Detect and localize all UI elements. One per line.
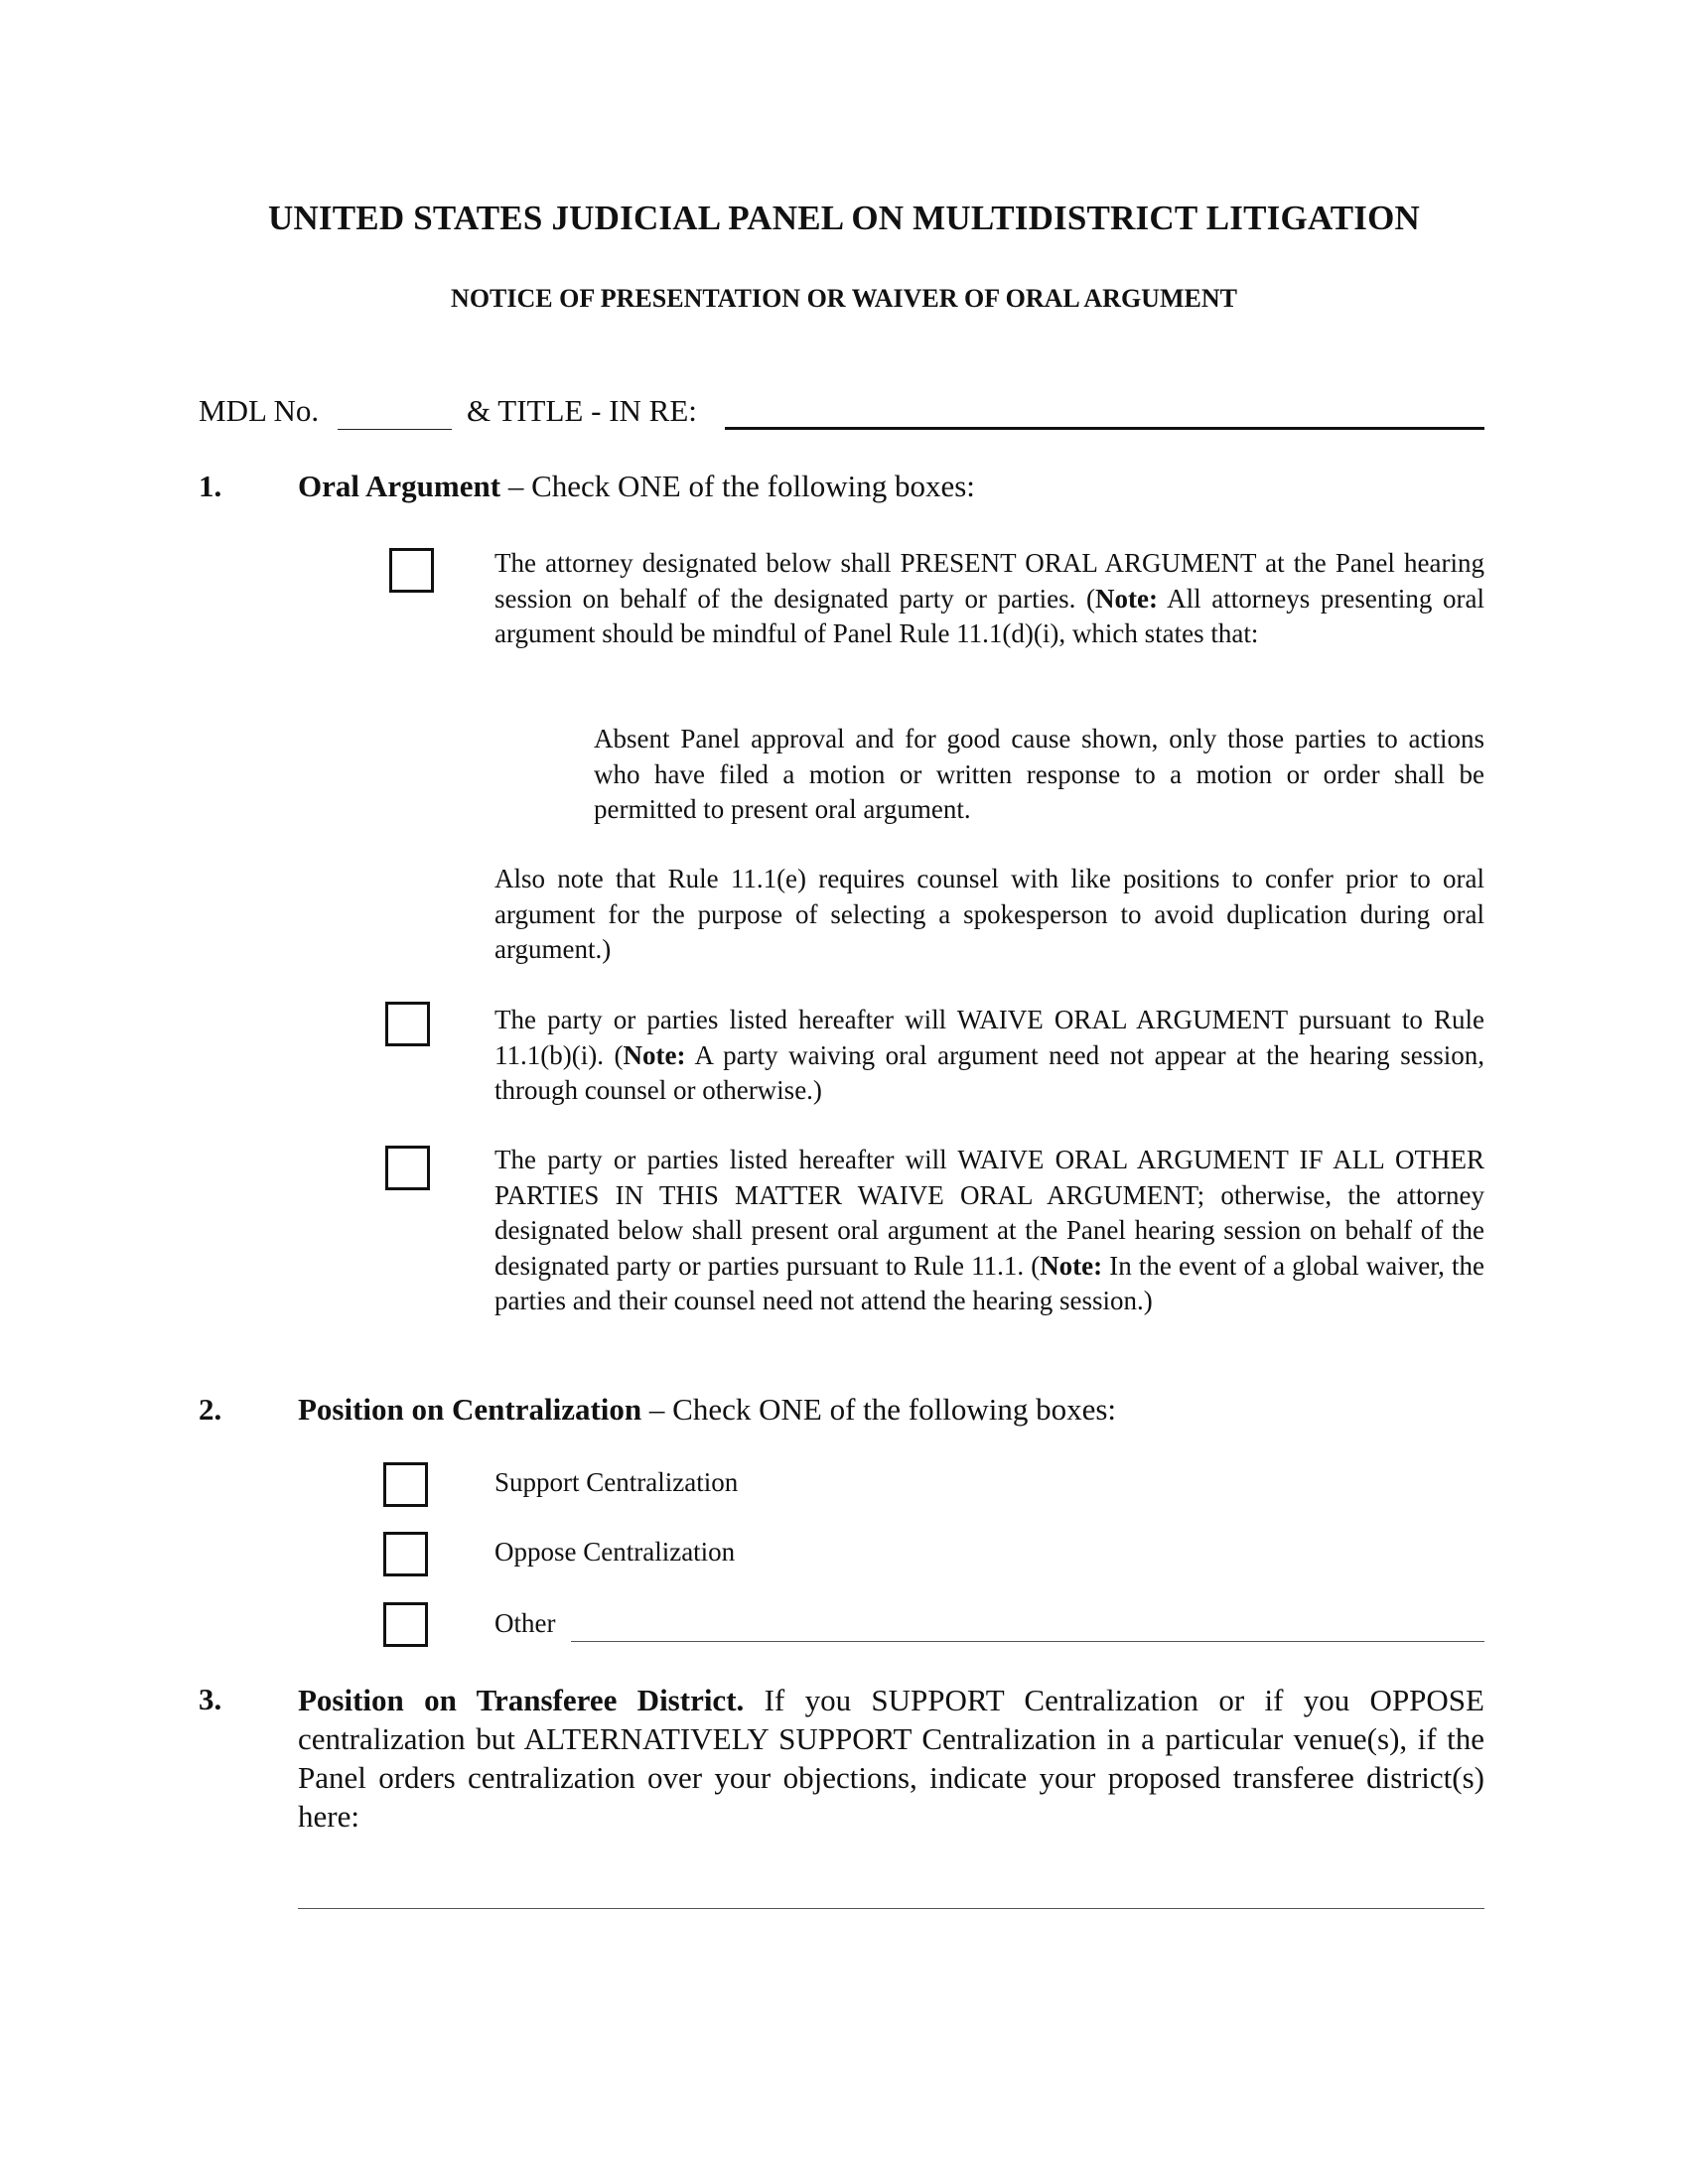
mdl-number-label: MDL No. bbox=[199, 393, 320, 428]
section-2-title: Position on Centralization bbox=[298, 1392, 642, 1427]
other-position-field[interactable] bbox=[571, 1641, 1484, 1642]
section-1-number: 1. bbox=[199, 469, 222, 503]
rule-also-note: Also note that Rule 11.1(e) requires counsel with like positions to confer prior to oral argument for the purpose of selecting a spokesperson to avoid duplication during oral argument.) bbox=[494, 864, 1484, 964]
section-1-heading bbox=[298, 469, 975, 504]
option3-text-b: In the event of a global waiver, the parties and their counsel need not attend the hearing session.) bbox=[494, 1250, 1484, 1315]
conditional-waiver-checkbox[interactable] bbox=[385, 1146, 430, 1190]
section-2-number: 2. bbox=[199, 1392, 222, 1427]
present-oral-argument-text bbox=[494, 546, 1484, 652]
section-2-heading bbox=[298, 1392, 1116, 1428]
section-1-title: Oral Argument bbox=[298, 469, 501, 503]
other-position-label: Other bbox=[494, 1608, 556, 1638]
section-2-instruction: – Check ONE of the following boxes: bbox=[641, 1392, 1117, 1427]
option1-text-a: The attorney designated below shall PRESENT ORAL ARGUMENT at the Panel hearing session on behalf of the designated party or parties. ( bbox=[494, 548, 1484, 614]
page-title: UNITED STATES JUDICIAL PANEL ON MULTIDISTRICT LITIGATION bbox=[267, 199, 1421, 237]
section-3-title: Position on Transferee District. bbox=[298, 1683, 745, 1717]
title-in-re-field[interactable] bbox=[725, 427, 1484, 430]
oppose-centralization-checkbox[interactable] bbox=[383, 1532, 428, 1576]
form-subtitle: NOTICE OF PRESENTATION OR WAIVER OF ORAL ARGUMENT bbox=[451, 284, 1237, 313]
support-centralization-label: Support Centralization bbox=[494, 1467, 739, 1497]
transferee-district-field[interactable] bbox=[298, 1908, 1484, 1909]
oppose-centralization-label: Oppose Centralization bbox=[494, 1537, 736, 1567]
other-position-checkbox[interactable] bbox=[383, 1602, 428, 1647]
conditional-waiver-text bbox=[494, 1143, 1484, 1319]
option3-note-label: Note: bbox=[1040, 1250, 1103, 1281]
option3-text-a: The party or parties listed hereafter will WAIVE ORAL ARGUMENT IF ALL OTHER PARTIES IN THIS MATTER WAIVE ORAL ARGUMENT; otherwise, the attorney designated below shall present oral argument at the Panel hearing session on behalf of the designated party or parties pursuant to Rule 11.1. ( bbox=[494, 1145, 1484, 1281]
title-in-re-label: & TITLE - IN RE: bbox=[467, 393, 697, 428]
present-oral-argument-checkbox[interactable] bbox=[389, 548, 434, 593]
support-centralization-checkbox[interactable] bbox=[383, 1462, 428, 1507]
section-3-text bbox=[298, 1681, 1484, 1836]
section-3-instructions: If you SUPPORT Centralization or if you OPPOSE centralization but ALTERNATIVELY SUPPORT Centralization in a particular venue(s), if the Panel orders centralization over your objections, indicate your proposed transferee district(s) here: bbox=[298, 1683, 1484, 1834]
rule-quote: Absent Panel approval and for good cause shown, only those parties to actions who have filed a motion or written response to a motion or order shall be permitted to present oral argument. bbox=[594, 724, 1484, 824]
option1-text-b: All attorneys presenting oral argument should be mindful of Panel Rule 11.1(d)(i), which states that: bbox=[494, 583, 1484, 648]
waive-oral-argument-checkbox[interactable] bbox=[385, 1002, 430, 1046]
section-1-instruction: – Check ONE of the following boxes: bbox=[500, 469, 975, 503]
waive-oral-argument-text bbox=[494, 1003, 1484, 1109]
mdl-title-row bbox=[199, 393, 1484, 437]
option2-note-label: Note: bbox=[623, 1039, 686, 1070]
option2-text-a: The party or parties listed hereafter will WAIVE ORAL ARGUMENT pursuant to Rule 11.1(b)(i). ( bbox=[494, 1005, 1484, 1070]
mdl-number-field[interactable] bbox=[338, 429, 452, 430]
option1-note-label: Note: bbox=[1094, 583, 1158, 614]
section-3-number: 3. bbox=[199, 1682, 222, 1716]
option2-text-b: A party waiving oral argument need not appear at the hearing session, through counsel or otherwise.) bbox=[494, 1039, 1484, 1105]
